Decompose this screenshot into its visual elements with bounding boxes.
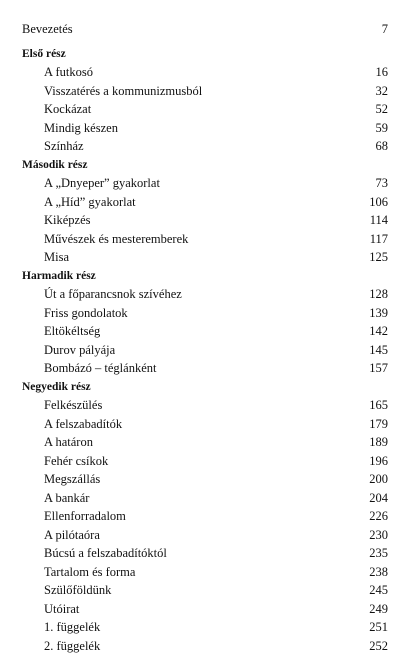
page-number: 142 [364,322,388,341]
entry-title: Fehér csíkok [22,452,108,471]
entry-title: Út a főparancsnok szívéhez [22,285,182,304]
entry-title: A „Híd” gyakorlat [22,193,136,212]
page-number: 200 [364,470,388,489]
toc-part-heading [22,378,388,397]
toc-entry [22,600,388,619]
entry-title: A bankár [22,489,89,508]
part-title: Negyedik rész [22,378,91,397]
page-number: 125 [364,248,388,267]
toc-entry [22,20,388,39]
entry-title: Bevezetés [22,20,73,39]
toc-entry [22,470,388,489]
toc-entry [22,618,388,637]
page-number: 117 [364,230,388,249]
toc-entry [22,563,388,582]
page-number: 238 [364,563,388,582]
toc-entry [22,341,388,360]
entry-title: A határon [22,433,93,452]
page-number: 230 [364,526,388,545]
page-number: 52 [364,100,388,119]
page-number: 204 [364,489,388,508]
page-number: 165 [364,396,388,415]
toc-entry [22,544,388,563]
entry-title: Felkészülés [22,396,102,415]
toc-entry [22,489,388,508]
entry-title: Ellenforradalom [22,507,126,526]
page-number: 106 [364,193,388,212]
page-number: 16 [364,63,388,82]
page-number: 252 [364,637,388,655]
page-number: 59 [364,119,388,138]
entry-title: Művészek és mesteremberek [22,230,188,249]
entry-title: A felszabadítók [22,415,122,434]
toc-entry [22,433,388,452]
entry-title: Visszatérés a kommunizmusból [22,82,202,101]
page-number: 145 [364,341,388,360]
toc-entry [22,119,388,138]
page-number: 114 [364,211,388,230]
entry-title: Kockázat [22,100,91,119]
entry-title: Eltökéltség [22,322,100,341]
entry-title: A „Dnyeper” gyakorlat [22,174,160,193]
toc-entry [22,285,388,304]
page-number: 251 [364,618,388,637]
page-number: 139 [364,304,388,323]
page-number: 157 [364,359,388,378]
page-number: 32 [364,82,388,101]
page-number: 196 [364,452,388,471]
toc-part-heading [22,156,388,175]
part-title: Harmadik rész [22,267,96,286]
toc-entry [22,100,388,119]
page-number: 245 [364,581,388,600]
toc-entry [22,581,388,600]
table-of-contents [22,20,388,655]
page-number: 249 [364,600,388,619]
part-title: Első rész [22,45,66,64]
part-title: Második rész [22,156,87,175]
entry-title: Tartalom és forma [22,563,135,582]
entry-title: Szülőföldünk [22,581,111,600]
entry-title: Megszállás [22,470,100,489]
entry-title: 1. függelék [22,618,100,637]
entry-title: Bombázó – téglánként [22,359,156,378]
toc-entry [22,304,388,323]
toc-entry [22,230,388,249]
toc-entry [22,637,388,655]
page-number: 235 [364,544,388,563]
entry-title: A futkosó [22,63,93,82]
toc-entry [22,63,388,82]
toc-entry [22,193,388,212]
page-number: 68 [364,137,388,156]
toc-entry [22,137,388,156]
toc-part-heading [22,45,388,64]
entry-title: Mindig készen [22,119,118,138]
entry-title: 2. függelék [22,637,100,655]
toc-entry [22,211,388,230]
toc-entry [22,248,388,267]
toc-entry [22,174,388,193]
toc-entry [22,452,388,471]
entry-title: Utóirat [22,600,79,619]
page-number: 7 [364,20,388,39]
toc-entry [22,526,388,545]
toc-part-heading [22,267,388,286]
entry-title: Kiképzés [22,211,91,230]
page-number: 179 [364,415,388,434]
toc-entry [22,322,388,341]
toc-entry [22,359,388,378]
entry-title: Búcsú a felszabadítóktól [22,544,167,563]
entry-title: Friss gondolatok [22,304,128,323]
entry-title: Színház [22,137,84,156]
toc-entry [22,507,388,526]
toc-entry [22,415,388,434]
toc-entry [22,82,388,101]
entry-title: Misa [22,248,69,267]
toc-entry [22,396,388,415]
page-number: 128 [364,285,388,304]
entry-title: A pilótaóra [22,526,100,545]
page-number: 226 [364,507,388,526]
entry-title: Durov pályája [22,341,115,360]
page-number: 73 [364,174,388,193]
page-number: 189 [364,433,388,452]
